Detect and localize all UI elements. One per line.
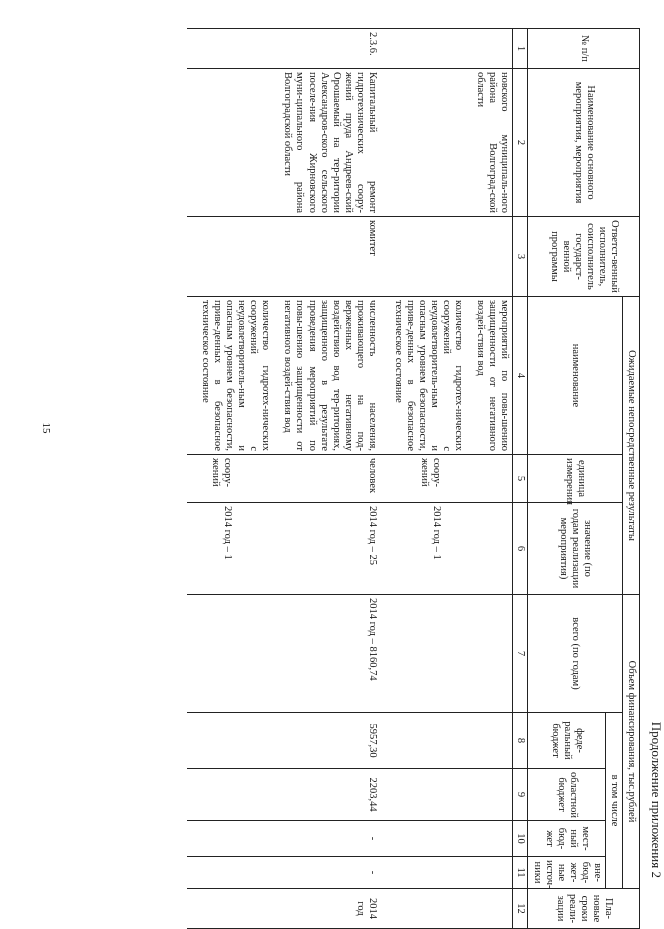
header-funding: Объем финансирования, тыс.рублей: [622, 595, 639, 889]
result-value: 2014 год – 1: [431, 506, 443, 560]
result-name: количество гидротех-нических сооружений с неудовлетворитель-ным и опасным уровнем безопасности, приве-денных в безопасное техническое состояние: [392, 300, 465, 451]
funding-total: 2014 год – 8160,74: [187, 595, 380, 713]
header-regional: областной бюджет: [528, 769, 605, 821]
header-local: мест-ный бюд-жет: [528, 821, 605, 857]
col-number: 11: [513, 857, 528, 889]
executor: комитет: [187, 217, 380, 297]
header-executor: Ответст-венный исполнитель, соисполнитель государст-венной программы: [528, 217, 640, 297]
col-number: 7: [513, 595, 528, 713]
col-number: 9: [513, 769, 528, 821]
col-number: 4: [513, 297, 528, 455]
funding-extra: -: [187, 857, 380, 889]
col-number: 1: [513, 29, 528, 69]
event-name: новского муниципаль-ного района Волгоград-ской области: [380, 69, 513, 217]
result-unit: человек: [366, 458, 378, 494]
funding-regional: 2203,44: [187, 769, 380, 821]
funding-federal: [380, 713, 513, 769]
result-value: 2014 год – 25: [366, 506, 378, 565]
header-including: в том числе: [605, 713, 622, 889]
header-result-value: значение (по годам реализации мероприятия): [528, 503, 622, 595]
header-expected-results: Ожидаемые непосредственные результаты: [622, 297, 639, 595]
col-number: 3: [513, 217, 528, 297]
result-value: 2014 год – 1: [221, 506, 233, 560]
col-number: 6: [513, 503, 528, 595]
result-unit: [452, 458, 510, 499]
col-number: 8: [513, 713, 528, 769]
executor: [380, 217, 513, 297]
header-result-unit: единица измерения: [528, 455, 622, 503]
program-table: [187, 28, 640, 929]
result-name: численность населения, проживающего на под-верженных негативному воздействию вод тер-риториях, защищенного в результате проведения мероприятий по повы-шению защищенности от негативного воздей-ствия вод: [282, 300, 378, 451]
header-number: № п/п: [528, 29, 640, 69]
row-number: [380, 29, 513, 69]
continuation-title: Продолжение приложения 2: [649, 721, 664, 878]
funding-extra: [380, 857, 513, 889]
funding-local: [380, 821, 513, 857]
funding-total: [380, 595, 513, 713]
col-number: 5: [513, 455, 528, 503]
table-row: [380, 29, 513, 929]
deadline: 2014 год: [187, 889, 380, 929]
header-funding-total: всего (по годам): [528, 595, 622, 713]
funding-federal: 5957,30: [187, 713, 380, 769]
row-number: 2.3.6.: [187, 29, 380, 69]
table-row: [187, 29, 380, 929]
col-number: 2: [513, 69, 528, 217]
result-value: [452, 506, 510, 591]
event-name: Капитальный ремонт гидротехнических соору-жений пруда Андреев-ский Орошаемый на тер-ритории Александров-ского сельского поселе-ния Жирновского муни-ципального района Волгоградской области: [187, 69, 380, 217]
funding-local: -: [187, 821, 380, 857]
col-number: 10: [513, 821, 528, 857]
result-name: мероприятий по повы-шению защищенности от негативного воздей-ствия вод: [475, 300, 511, 451]
funding-regional: [380, 769, 513, 821]
header-extra-budget: вне-бюд-жет-ные источ-ники: [528, 857, 605, 889]
header-event-name: Наименование основного мероприятия, мероприятия: [528, 69, 640, 217]
header-federal: феде-ральный бюджет: [528, 713, 605, 769]
rotated-page: [40, 28, 664, 924]
header-result-name: наименование: [528, 297, 622, 455]
deadline: [380, 889, 513, 929]
header-deadline: Пла-новые сроки реали-зации: [528, 889, 640, 929]
page-number: 15: [40, 422, 52, 434]
result-unit: соору-жений: [419, 458, 443, 488]
result-unit: соору-жений: [209, 458, 233, 488]
col-number: 12: [513, 889, 528, 929]
result-name: количество гидротех-нических сооружений с неудовлетворитель-ным и опасным уровнем безопасности, приве-денных в безопасное техническое состояние: [200, 300, 272, 451]
